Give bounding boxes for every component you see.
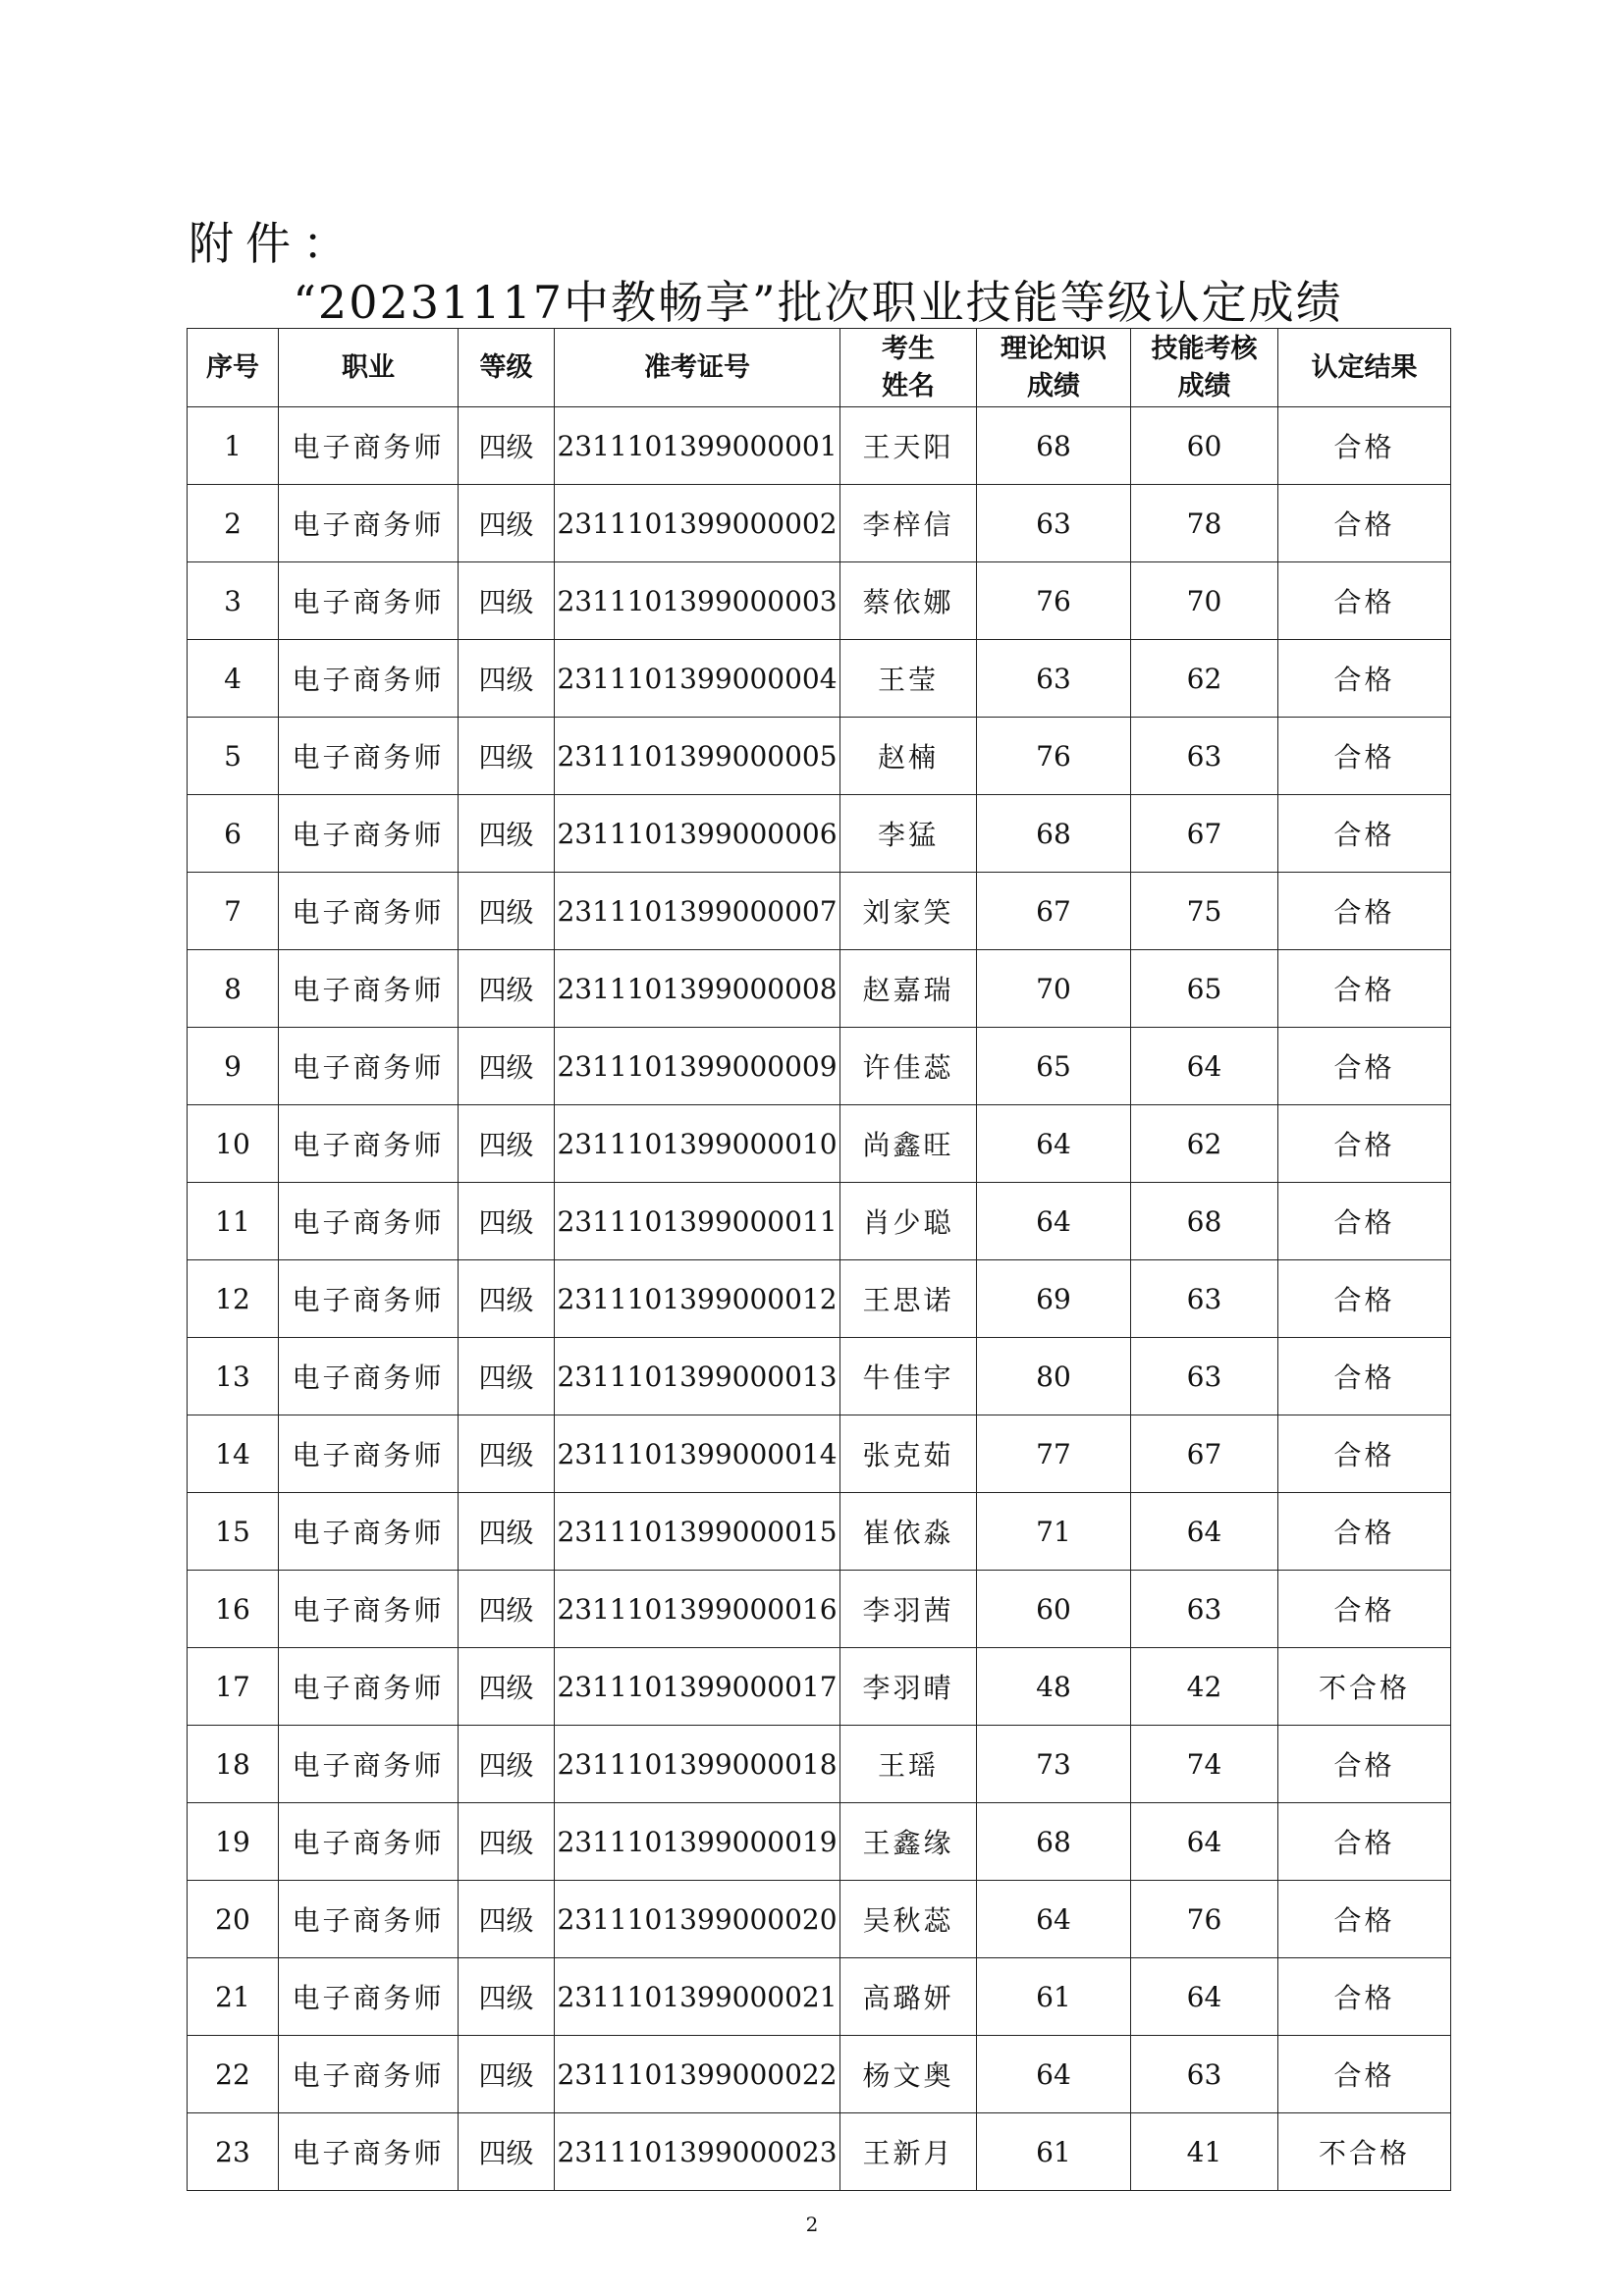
skill-score-cell: 64: [1131, 1028, 1278, 1105]
skill-score-cell: 64: [1131, 1493, 1278, 1571]
theory-score-cell: 60: [977, 1571, 1131, 1648]
level-cell: 四级: [459, 1571, 555, 1648]
result-cell: 合格: [1278, 1105, 1451, 1183]
skill-score-cell: 63: [1131, 2036, 1278, 2113]
level-cell: 四级: [459, 1338, 555, 1415]
occupation-cell: 电子商务师: [279, 950, 459, 1028]
ticket-number-cell: 2311101399000020: [555, 1881, 840, 1958]
skill-score-cell: 75: [1131, 873, 1278, 950]
skill-score-cell: 64: [1131, 1958, 1278, 2036]
theory-score-cell: 69: [977, 1260, 1131, 1338]
occupation-cell: 电子商务师: [279, 640, 459, 718]
table-row: [188, 562, 1451, 640]
candidate-name-cell: 牛佳宇: [840, 1338, 977, 1415]
ticket-number-cell: 2311101399000007: [555, 873, 840, 950]
table-row: [188, 873, 1451, 950]
skill-score-cell: 62: [1131, 640, 1278, 718]
occupation-cell: 电子商务师: [279, 1105, 459, 1183]
candidate-name-cell: 杨文奥: [840, 2036, 977, 2113]
skill-score-cell: 67: [1131, 1415, 1278, 1493]
occupation-cell: 电子商务师: [279, 718, 459, 795]
table-row: [188, 640, 1451, 718]
seq-cell: 21: [188, 1958, 279, 2036]
skill-score-cell: 63: [1131, 1571, 1278, 1648]
skill-score-cell: 63: [1131, 1338, 1278, 1415]
level-cell: 四级: [459, 873, 555, 950]
occupation-cell: 电子商务师: [279, 1028, 459, 1105]
seq-cell: 20: [188, 1881, 279, 1958]
result-cell: 合格: [1278, 1415, 1451, 1493]
skill-score-cell: 67: [1131, 795, 1278, 873]
table-row: [188, 1493, 1451, 1571]
table-row: [188, 1028, 1451, 1105]
seq-cell: 3: [188, 562, 279, 640]
ticket-number-cell: 2311101399000001: [555, 407, 840, 485]
result-cell: 合格: [1278, 718, 1451, 795]
theory-score-cell: 70: [977, 950, 1131, 1028]
occupation-cell: 电子商务师: [279, 1881, 459, 1958]
level-cell: 四级: [459, 950, 555, 1028]
seq-cell: 11: [188, 1183, 279, 1260]
candidate-name-cell: 王新月: [840, 2113, 977, 2191]
theory-score-cell: 63: [977, 485, 1131, 562]
occupation-cell: 电子商务师: [279, 1338, 459, 1415]
theory-score-cell: 61: [977, 2113, 1131, 2191]
ticket-number-cell: 2311101399000013: [555, 1338, 840, 1415]
ticket-number-cell: 2311101399000022: [555, 2036, 840, 2113]
skill-score-cell: 70: [1131, 562, 1278, 640]
theory-score-cell: 73: [977, 1726, 1131, 1803]
seq-cell: 15: [188, 1493, 279, 1571]
seq-cell: 14: [188, 1415, 279, 1493]
occupation-cell: 电子商务师: [279, 1415, 459, 1493]
table-row: [188, 1648, 1451, 1726]
result-cell: 合格: [1278, 2036, 1451, 2113]
candidate-name-cell: 吴秋蕊: [840, 1881, 977, 1958]
theory-score-cell: 68: [977, 795, 1131, 873]
table-row: [188, 1571, 1451, 1648]
result-cell: 合格: [1278, 485, 1451, 562]
table-row: [188, 1803, 1451, 1881]
candidate-name-cell: 李羽茜: [840, 1571, 977, 1648]
result-cell: 合格: [1278, 950, 1451, 1028]
table-row: [188, 1183, 1451, 1260]
occupation-cell: 电子商务师: [279, 407, 459, 485]
theory-score-cell: 76: [977, 562, 1131, 640]
level-cell: 四级: [459, 640, 555, 718]
result-cell: 合格: [1278, 640, 1451, 718]
ticket-number-cell: 2311101399000021: [555, 1958, 840, 2036]
skill-score-cell: 42: [1131, 1648, 1278, 1726]
skill-score-cell: 65: [1131, 950, 1278, 1028]
occupation-cell: 电子商务师: [279, 795, 459, 873]
occupation-cell: 电子商务师: [279, 1803, 459, 1881]
level-cell: 四级: [459, 1881, 555, 1958]
candidate-name-cell: 张克茹: [840, 1415, 977, 1493]
theory-score-cell: 80: [977, 1338, 1131, 1415]
skill-score-cell: 64: [1131, 1803, 1278, 1881]
result-cell: 合格: [1278, 1338, 1451, 1415]
table-row: [188, 2113, 1451, 2191]
level-cell: 四级: [459, 1726, 555, 1803]
table-row: [188, 950, 1451, 1028]
seq-cell: 17: [188, 1648, 279, 1726]
level-cell: 四级: [459, 1803, 555, 1881]
result-cell: 合格: [1278, 1803, 1451, 1881]
header-cell: 理论知识 成绩: [977, 329, 1131, 407]
skill-score-cell: 74: [1131, 1726, 1278, 1803]
theory-score-cell: 68: [977, 407, 1131, 485]
level-cell: 四级: [459, 2036, 555, 2113]
candidate-name-cell: 王思诺: [840, 1260, 977, 1338]
ticket-number-cell: 2311101399000012: [555, 1260, 840, 1338]
seq-cell: 9: [188, 1028, 279, 1105]
theory-score-cell: 77: [977, 1415, 1131, 1493]
theory-score-cell: 64: [977, 1881, 1131, 1958]
level-cell: 四级: [459, 1105, 555, 1183]
candidate-name-cell: 许佳蕊: [840, 1028, 977, 1105]
skill-score-cell: 78: [1131, 485, 1278, 562]
table-row: [188, 485, 1451, 562]
level-cell: 四级: [459, 718, 555, 795]
occupation-cell: 电子商务师: [279, 485, 459, 562]
ticket-number-cell: 2311101399000005: [555, 718, 840, 795]
result-cell: 合格: [1278, 795, 1451, 873]
theory-score-cell: 65: [977, 1028, 1131, 1105]
ticket-number-cell: 2311101399000018: [555, 1726, 840, 1803]
table-row: [188, 1881, 1451, 1958]
occupation-cell: 电子商务师: [279, 1726, 459, 1803]
result-cell: 合格: [1278, 562, 1451, 640]
candidate-name-cell: 刘家笑: [840, 873, 977, 950]
result-cell: 合格: [1278, 1493, 1451, 1571]
skill-score-cell: 41: [1131, 2113, 1278, 2191]
ticket-number-cell: 2311101399000010: [555, 1105, 840, 1183]
table-row: [188, 795, 1451, 873]
results-table: [187, 328, 1451, 2191]
level-cell: 四级: [459, 1260, 555, 1338]
header-cell: 考生 姓名: [840, 329, 977, 407]
skill-score-cell: 60: [1131, 407, 1278, 485]
attachment-label: 附件：: [189, 217, 359, 270]
table-row: [188, 1260, 1451, 1338]
level-cell: 四级: [459, 1493, 555, 1571]
seq-cell: 7: [188, 873, 279, 950]
table-row: [188, 2036, 1451, 2113]
candidate-name-cell: 蔡依娜: [840, 562, 977, 640]
theory-score-cell: 68: [977, 1803, 1131, 1881]
candidate-name-cell: 李猛: [840, 795, 977, 873]
header-cell: 等级: [459, 329, 555, 407]
level-cell: 四级: [459, 795, 555, 873]
skill-score-cell: 63: [1131, 1260, 1278, 1338]
ticket-number-cell: 2311101399000009: [555, 1028, 840, 1105]
theory-score-cell: 64: [977, 1105, 1131, 1183]
candidate-name-cell: 王天阳: [840, 407, 977, 485]
level-cell: 四级: [459, 485, 555, 562]
candidate-name-cell: 赵楠: [840, 718, 977, 795]
ticket-number-cell: 2311101399000006: [555, 795, 840, 873]
result-cell: 合格: [1278, 1958, 1451, 2036]
seq-cell: 6: [188, 795, 279, 873]
occupation-cell: 电子商务师: [279, 1648, 459, 1726]
theory-score-cell: 63: [977, 640, 1131, 718]
level-cell: 四级: [459, 407, 555, 485]
ticket-number-cell: 2311101399000023: [555, 2113, 840, 2191]
skill-score-cell: 76: [1131, 1881, 1278, 1958]
seq-cell: 16: [188, 1571, 279, 1648]
seq-cell: 2: [188, 485, 279, 562]
theory-score-cell: 71: [977, 1493, 1131, 1571]
level-cell: 四级: [459, 562, 555, 640]
theory-score-cell: 64: [977, 1183, 1131, 1260]
candidate-name-cell: 王莹: [840, 640, 977, 718]
theory-score-cell: 64: [977, 2036, 1131, 2113]
ticket-number-cell: 2311101399000017: [555, 1648, 840, 1726]
result-cell: 合格: [1278, 1028, 1451, 1105]
candidate-name-cell: 李羽晴: [840, 1648, 977, 1726]
page-number: 2: [805, 2213, 819, 2236]
table-row: [188, 1726, 1451, 1803]
occupation-cell: 电子商务师: [279, 1183, 459, 1260]
seq-cell: 22: [188, 2036, 279, 2113]
ticket-number-cell: 2311101399000015: [555, 1493, 840, 1571]
skill-score-cell: 62: [1131, 1105, 1278, 1183]
result-cell: 合格: [1278, 1726, 1451, 1803]
candidate-name-cell: 王瑶: [840, 1726, 977, 1803]
document-title: “20231117中教畅享”批次职业技能等级认定成绩: [293, 276, 1343, 329]
seq-cell: 4: [188, 640, 279, 718]
seq-cell: 5: [188, 718, 279, 795]
seq-cell: 13: [188, 1338, 279, 1415]
candidate-name-cell: 赵嘉瑞: [840, 950, 977, 1028]
table-row: [188, 718, 1451, 795]
level-cell: 四级: [459, 2113, 555, 2191]
seq-cell: 18: [188, 1726, 279, 1803]
result-cell: 不合格: [1278, 2113, 1451, 2191]
table-row: [188, 1415, 1451, 1493]
ticket-number-cell: 2311101399000014: [555, 1415, 840, 1493]
level-cell: 四级: [459, 1183, 555, 1260]
table-header-row: [188, 329, 1451, 407]
candidate-name-cell: 李梓信: [840, 485, 977, 562]
candidate-name-cell: 尚鑫旺: [840, 1105, 977, 1183]
occupation-cell: 电子商务师: [279, 1260, 459, 1338]
header-cell: 序号: [188, 329, 279, 407]
skill-score-cell: 63: [1131, 718, 1278, 795]
header-cell: 职业: [279, 329, 459, 407]
table-row: [188, 407, 1451, 485]
ticket-number-cell: 2311101399000016: [555, 1571, 840, 1648]
header-cell: 技能考核 成绩: [1131, 329, 1278, 407]
seq-cell: 12: [188, 1260, 279, 1338]
ticket-number-cell: 2311101399000008: [555, 950, 840, 1028]
skill-score-cell: 68: [1131, 1183, 1278, 1260]
candidate-name-cell: 肖少聪: [840, 1183, 977, 1260]
theory-score-cell: 76: [977, 718, 1131, 795]
result-cell: 合格: [1278, 1571, 1451, 1648]
result-cell: 合格: [1278, 1881, 1451, 1958]
seq-cell: 8: [188, 950, 279, 1028]
result-cell: 合格: [1278, 407, 1451, 485]
level-cell: 四级: [459, 1028, 555, 1105]
seq-cell: 19: [188, 1803, 279, 1881]
level-cell: 四级: [459, 1648, 555, 1726]
seq-cell: 1: [188, 407, 279, 485]
result-cell: 不合格: [1278, 1648, 1451, 1726]
theory-score-cell: 48: [977, 1648, 1131, 1726]
candidate-name-cell: 高璐妍: [840, 1958, 977, 2036]
seq-cell: 23: [188, 2113, 279, 2191]
ticket-number-cell: 2311101399000003: [555, 562, 840, 640]
theory-score-cell: 61: [977, 1958, 1131, 2036]
ticket-number-cell: 2311101399000002: [555, 485, 840, 562]
header-cell: 准考证号: [555, 329, 840, 407]
level-cell: 四级: [459, 1958, 555, 2036]
occupation-cell: 电子商务师: [279, 1958, 459, 2036]
result-cell: 合格: [1278, 873, 1451, 950]
table-row: [188, 1105, 1451, 1183]
occupation-cell: 电子商务师: [279, 2036, 459, 2113]
header-cell: 认定结果: [1278, 329, 1451, 407]
ticket-number-cell: 2311101399000019: [555, 1803, 840, 1881]
occupation-cell: 电子商务师: [279, 2113, 459, 2191]
table-row: [188, 1338, 1451, 1415]
table-row: [188, 1958, 1451, 2036]
candidate-name-cell: 王鑫缘: [840, 1803, 977, 1881]
level-cell: 四级: [459, 1415, 555, 1493]
occupation-cell: 电子商务师: [279, 562, 459, 640]
result-cell: 合格: [1278, 1260, 1451, 1338]
theory-score-cell: 67: [977, 873, 1131, 950]
result-cell: 合格: [1278, 1183, 1451, 1260]
seq-cell: 10: [188, 1105, 279, 1183]
candidate-name-cell: 崔依淼: [840, 1493, 977, 1571]
ticket-number-cell: 2311101399000011: [555, 1183, 840, 1260]
occupation-cell: 电子商务师: [279, 1571, 459, 1648]
occupation-cell: 电子商务师: [279, 873, 459, 950]
occupation-cell: 电子商务师: [279, 1493, 459, 1571]
ticket-number-cell: 2311101399000004: [555, 640, 840, 718]
